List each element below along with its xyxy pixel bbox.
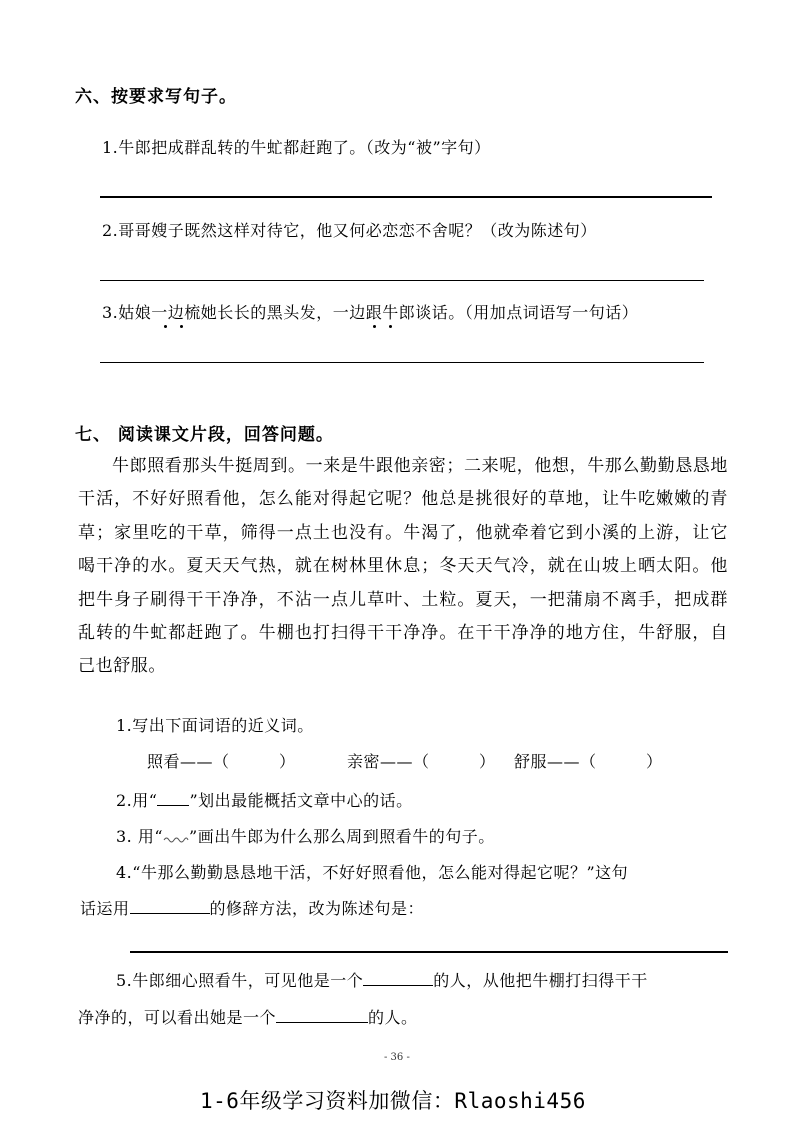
- q4-suffix: 的修辞方法，改为陈述句是：: [209, 899, 425, 918]
- q2-prefix: 2.用“: [116, 791, 158, 810]
- q3-prefix: 3. 用“: [116, 827, 164, 846]
- synonym-item-3[interactable]: 舒服——（ ）: [514, 752, 663, 771]
- page-number: - 36 -: [384, 1052, 410, 1063]
- section-7-question-1: 1.写出下面词语的近义词。: [116, 716, 314, 735]
- rhetoric-blank[interactable]: [130, 913, 210, 914]
- answer-line-4[interactable]: [130, 951, 728, 953]
- q3-suffix: ”画出牛郎为什么那么周到照看牛的句子。: [189, 827, 495, 846]
- section-7-question-3: [116, 824, 495, 847]
- synonym-item-1[interactable]: 照看——（ ）: [147, 752, 296, 771]
- q5-prefix: 5.牛郎细心照看牛，可见他是一个: [116, 971, 364, 990]
- section-7-heading: 七、 阅读课文片段，回答问题。: [75, 425, 334, 445]
- section-6-question-1: 1.牛郎把成群乱转的牛虻都赶跑了。（改为“被”字句）: [102, 138, 491, 157]
- q2-suffix: ”划出最能概括文章中心的话。: [189, 791, 413, 810]
- section-6-heading: 六、按要求写句子。: [75, 87, 237, 107]
- synonym-item-2[interactable]: 亲密——（ ）: [347, 752, 496, 771]
- section-7-question-4-line-1: 4.“牛那么勤勤恳恳地干活，不好好照看他，怎么能对得起它呢？”这句: [116, 863, 629, 882]
- q5-middle: 的人，从他把牛棚打扫得干干: [433, 971, 648, 990]
- q5-line2-prefix: 净净的，可以看出她是一个: [78, 1008, 277, 1027]
- section-7-question-4-line-2: [80, 896, 424, 919]
- footer-promo-text: 1-6年级学习资料加微信：Rlaoshi456: [200, 1089, 586, 1113]
- q5-suffix: 的人。: [368, 1008, 418, 1027]
- character-blank-1[interactable]: [363, 985, 433, 986]
- answer-line-3[interactable]: [100, 362, 704, 363]
- emphasis-dot: [164, 325, 167, 328]
- section-6-question-3: 3.姑娘一边梳她长长的黑头发，一边跟牛郎谈话。（用加点词语写一句话）: [102, 303, 639, 322]
- emphasis-dot: [373, 325, 376, 328]
- character-blank-2[interactable]: [276, 1022, 368, 1023]
- reading-passage: 牛郎照看那头牛挺周到。一来是牛跟他亲密；二来呢，他想，牛那么勤勤恳恳地干活，不好好照看他，怎么能对得起它呢？他总是挑很好的草地，让牛吃嫩嫩的青草；家里吃的干草，筛得一点土也没有。牛渴了，他就牵着它到小溪的上游，让它喝干净的水。夏天天气热，就在树林里休息；冬天天气冷，就在山坡上晒太阳。他把牛身子刷得干干净净，不沾一点儿草叶、土粒。夏天，一把蒲扇不离手，把成群乱转的牛虻都赶跑了。牛棚也打扫得干干净净。在干干净净的地方住，牛舒服，自己也舒服。: [78, 456, 728, 677]
- answer-line-2[interactable]: [100, 280, 704, 281]
- section-7-question-5-line-1: [116, 968, 648, 991]
- q4-prefix: 话运用: [80, 899, 130, 918]
- section-6-question-2: 2.哥哥嫂子既然这样对待它，他又何必恋恋不舍呢？（改为陈述句）: [102, 221, 597, 240]
- emphasis-dot: [389, 325, 392, 328]
- straight-underline-sample: [157, 805, 189, 806]
- answer-line-1[interactable]: [100, 196, 712, 198]
- wavy-underline-sample: [163, 833, 189, 843]
- section-7-question-2: [116, 788, 413, 811]
- emphasis-dot: [180, 325, 183, 328]
- section-7-question-5-line-2: [78, 1005, 418, 1028]
